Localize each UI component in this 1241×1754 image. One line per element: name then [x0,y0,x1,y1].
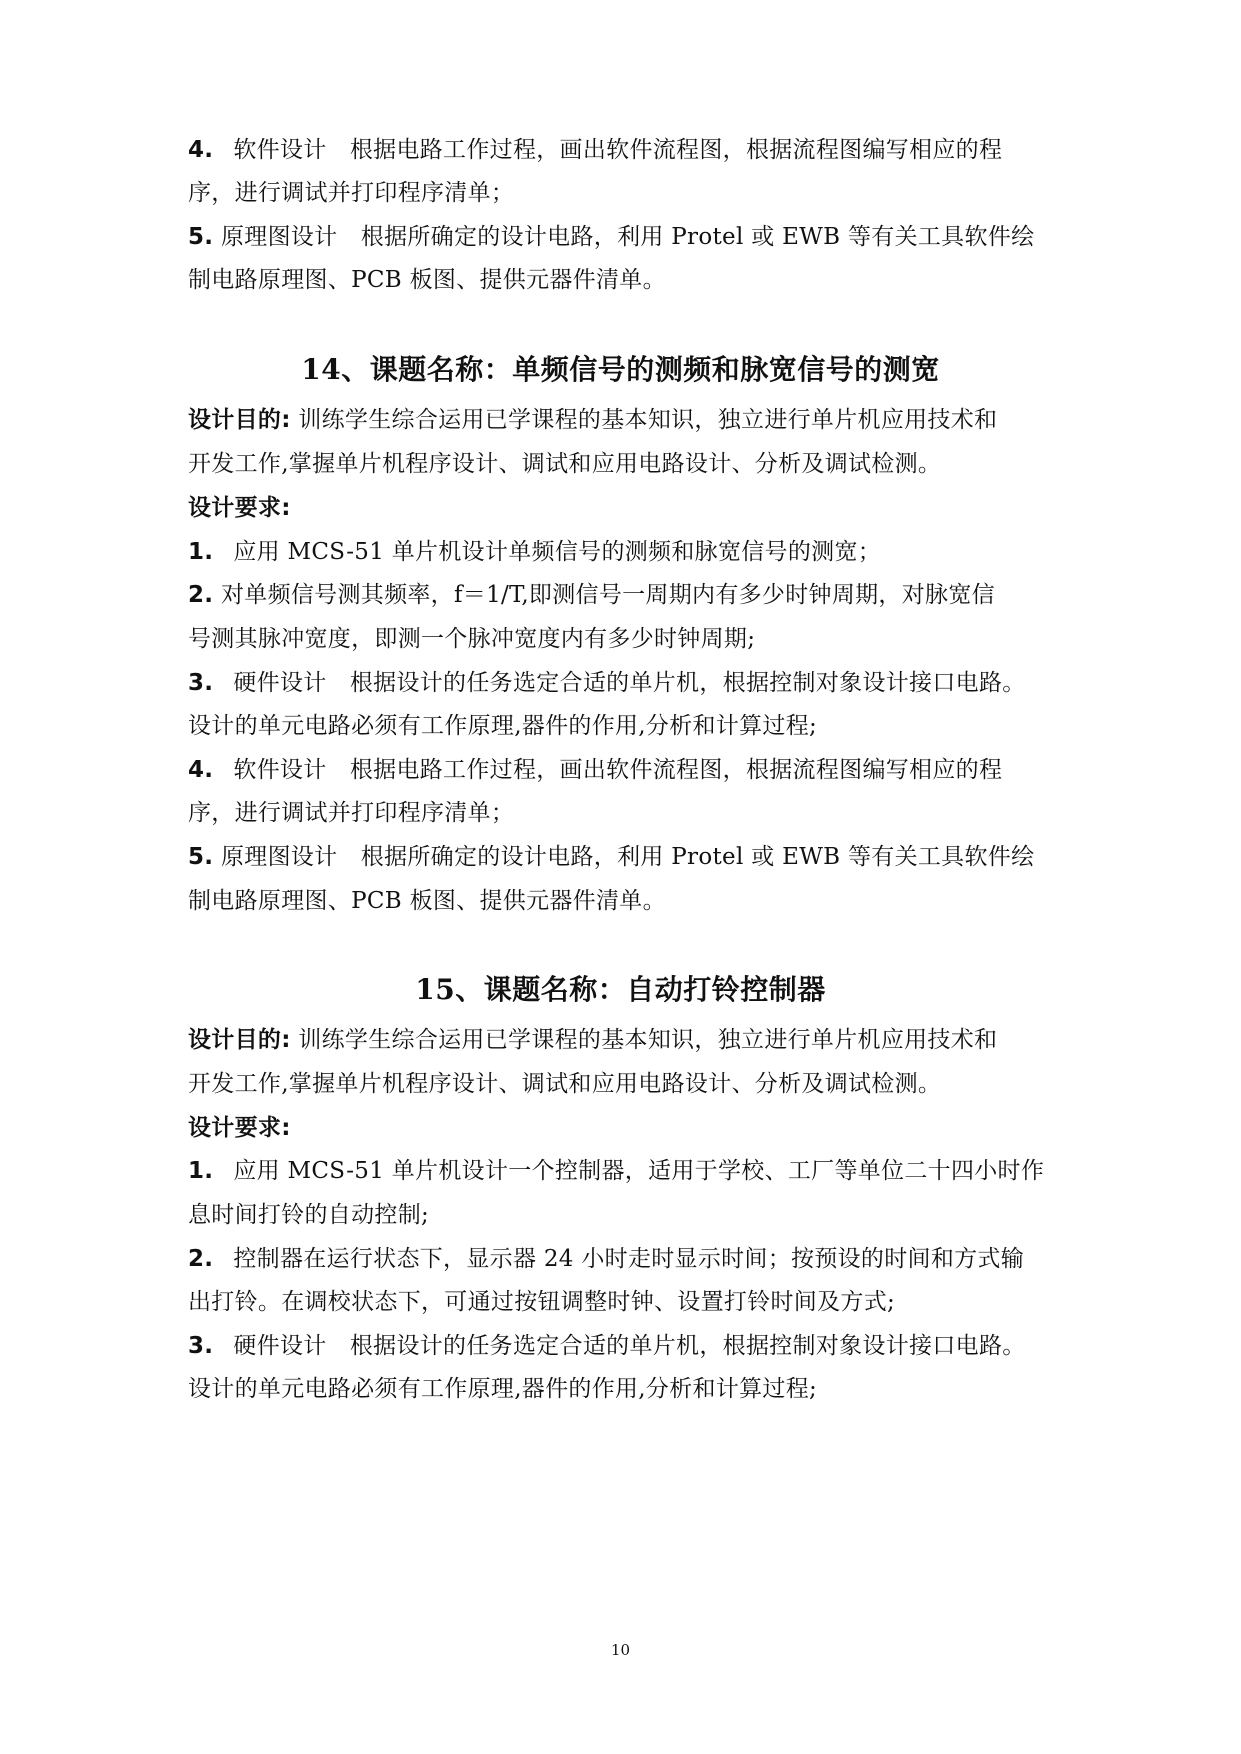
top-item5-number: 5. [188,224,214,250]
page-number: 10 [610,1641,631,1659]
topic14-purpose-label: 设计目的: [188,407,291,433]
topic15-purpose-label: 设计目的: [188,1027,291,1053]
topic15-item2-line2: 出打铃。在调校状态下，可通过按钮调整时钟、设置打铃时间及方式; [188,1289,896,1315]
topic14-item3-line2: 设计的单元电路必须有工作原理,器件的作用,分析和计算过程; [188,713,818,739]
topic14-item2-line1 [188,578,1068,612]
topic15-title: 15、课题名称：自动打铃控制器 [415,973,826,1006]
topic15-item3-number: 3. [188,1333,214,1359]
topic15-item1-line1 [188,1154,1068,1188]
topic14-item5-text: 原理图设计 根据所确定的设计电路，利用 Protel 或 EWB 等有关工具软件绘 [220,844,1035,870]
topic14-purpose-text: 训练学生综合运用已学课程的基本知识，独立进行单片机应用技术和 [298,407,998,433]
topic15-item2-number: 2. [188,1246,214,1272]
topic15-purpose-line1 [188,1023,1068,1057]
topic14-item3-text: 硬件设计 根据设计的任务选定合适的单片机，根据控制对象设计接口电路。 [233,670,1026,696]
topic15-purpose-line2: 开发工作,掌握单片机程序设计、调试和应用电路设计、分析及调试检测。 [188,1071,942,1097]
topic15-requirements-label: 设计要求: [188,1115,291,1141]
topic14-item4-number: 4. [188,757,214,783]
topic15-item2-text: 控制器在运行状态下，显示器 24 小时走时显示时间；按预设的时间和方式输 [233,1246,1025,1272]
topic15-item2-line1 [188,1242,1068,1276]
topic14-item2-line2: 号测其脉冲宽度，即测一个脉冲宽度内有多少时钟周期; [188,626,756,652]
topic14-purpose-line2: 开发工作,掌握单片机程序设计、调试和应用电路设计、分析及调试检测。 [188,451,942,477]
topic15-item3-line2: 设计的单元电路必须有工作原理,器件的作用,分析和计算过程; [188,1376,818,1402]
topic14-item1-text: 应用 MCS-51 单片机设计单频信号的测频和脉宽信号的测宽； [233,539,882,565]
topic14-item4-line2: 序，进行调试并打印程序清单； [188,800,515,826]
topic15-item3-text: 硬件设计 根据设计的任务选定合适的单片机，根据控制对象设计接口电路。 [233,1333,1026,1359]
topic14-item2-number: 2. [188,582,214,608]
top-item5-line1 [188,220,1068,254]
topic15-item1-line2: 息时间打铃的自动控制; [188,1202,430,1228]
topic15-item3-line1 [188,1329,1068,1363]
top-item4-number: 4. [188,137,214,163]
topic14-item1-line1 [188,535,1068,569]
topic15-item1-number: 1. [188,1158,214,1184]
topic14-item5-line2: 制电路原理图、PCB 板图、提供元器件清单。 [188,888,666,914]
top-item5-text: 原理图设计 根据所确定的设计电路，利用 Protel 或 EWB 等有关工具软件绘 [220,224,1035,250]
topic15-purpose-text: 训练学生综合运用已学课程的基本知识，独立进行单片机应用技术和 [298,1027,998,1053]
topic14-item3-line1 [188,666,1068,700]
topic14-purpose-line1 [188,403,1068,437]
topic14-title: 14、课题名称：单频信号的测频和脉宽信号的测宽 [301,353,940,386]
topic15-item1-text: 应用 MCS-51 单片机设计一个控制器，适用于学校、工厂等单位二十四小时作 [233,1158,1045,1184]
topic14-item5-number: 5. [188,844,214,870]
top-item5-line2: 制电路原理图、PCB 板图、提供元器件清单。 [188,267,666,293]
topic14-item3-number: 3. [188,670,214,696]
topic14-item4-text: 软件设计 根据电路工作过程，画出软件流程图，根据流程图编写相应的程 [233,757,1003,783]
topic14-requirements-label: 设计要求: [188,495,291,521]
topic14-item5-line1 [188,840,1068,874]
top-item4-line1 [188,133,1068,167]
top-item4-line2: 序，进行调试并打印程序清单； [188,180,515,206]
topic14-item4-line1 [188,753,1068,787]
topic14-item1-number: 1. [188,539,214,565]
top-item4-text: 软件设计 根据电路工作过程，画出软件流程图，根据流程图编写相应的程 [233,137,1003,163]
topic14-item2-text: 对单频信号测其频率，f＝1/T,即测信号一周期内有多少时钟周期，对脉宽信 [220,582,995,608]
